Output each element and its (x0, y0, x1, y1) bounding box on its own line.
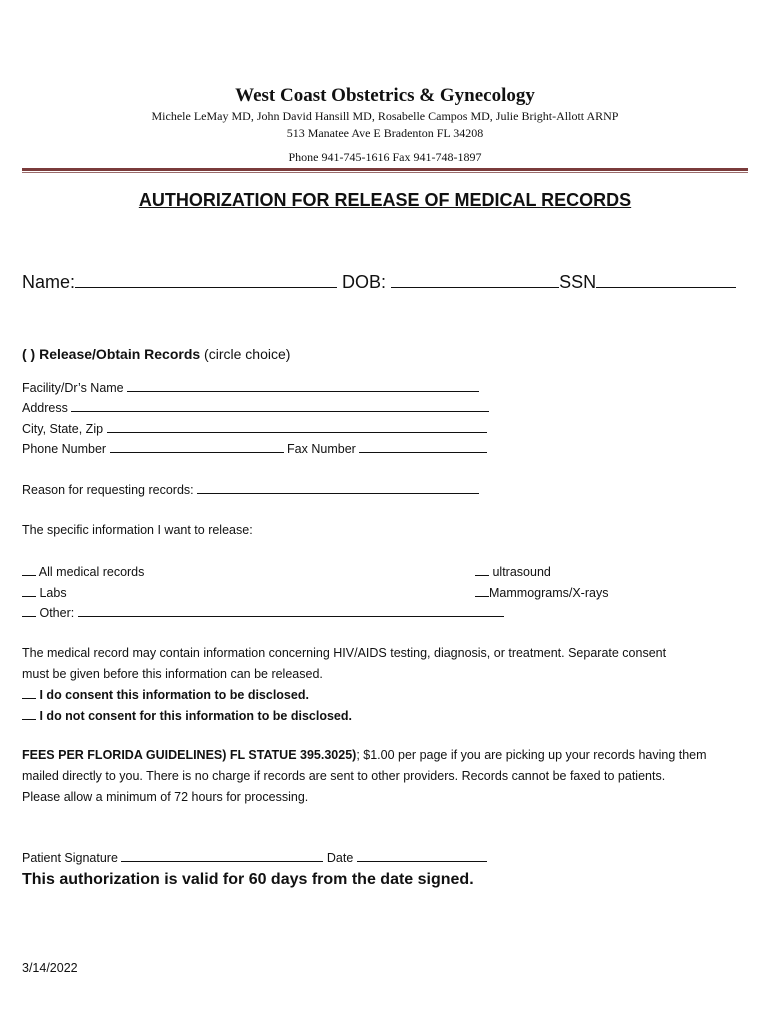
labs-label: Labs (39, 586, 67, 600)
patient-info-row (22, 271, 736, 293)
date-field[interactable] (357, 849, 487, 862)
fees-heading: FEES PER FLORIDA GUIDELINES) FL STATUE 395.3025) (22, 748, 357, 762)
city-state-zip-label: City, State, Zip (22, 422, 104, 436)
option-labs[interactable] (22, 584, 67, 600)
specific-info-label: The specific information I want to release: (22, 523, 253, 537)
do-consent-option[interactable] (22, 685, 752, 706)
do-not-consent-option[interactable] (22, 706, 752, 727)
header-divider-thin (22, 172, 748, 173)
office-phone-fax: Phone 941-745-1616 Fax 941-748-1897 (288, 150, 482, 164)
reason-field[interactable] (197, 481, 479, 494)
facility-name-row (22, 379, 479, 395)
other-label: Other: (39, 606, 75, 620)
fees-paragraph (22, 745, 752, 808)
do-not-consent-checkline[interactable] (22, 707, 36, 720)
date-label: Date (326, 851, 354, 865)
do-consent-checkline[interactable] (22, 686, 36, 699)
physician-list: Michele LeMay MD, John David Hansill MD, Rosabelle Campos MD, Julie Bright-Allott ARNP (151, 109, 619, 123)
address-row (22, 399, 489, 415)
facility-name-field[interactable] (127, 379, 479, 392)
release-choice-note: (circle choice) (200, 346, 291, 362)
phone-number-field[interactable] (110, 440, 284, 453)
city-state-zip-field[interactable] (107, 420, 487, 433)
name-label: Name: (22, 272, 76, 292)
org-name: West Coast Obstetrics & Gynecology (235, 85, 535, 106)
fees-line2: mailed directly to you. There is no charge if records are sent to other providers. Records cannot be faxed to patients. (22, 769, 666, 783)
release-choice-label: ( ) Release/Obtain Records (22, 346, 201, 362)
validity-notice: This authorization is valid for 60 days from the date signed. (22, 871, 474, 888)
phone-fax-row (22, 440, 487, 456)
consent-paragraph (22, 643, 752, 727)
option-other[interactable] (22, 604, 504, 620)
consent-text-line1: The medical record may contain information concerning HIV/AIDS testing, diagnosis, or treatment. Separate consent (22, 646, 667, 660)
fees-line1 (22, 745, 752, 766)
ssn-field[interactable] (596, 271, 736, 288)
other-field[interactable] (78, 604, 504, 617)
option-mammograms[interactable] (475, 584, 608, 600)
address-label: Address (22, 401, 68, 415)
option-ultrasound[interactable] (475, 563, 551, 579)
fax-number-field[interactable] (359, 440, 487, 453)
name-field[interactable] (75, 271, 337, 288)
address-field[interactable] (71, 399, 489, 412)
fees-line3: Please allow a minimum of 72 hours for processing. (22, 790, 309, 804)
ssn-label: SSN (559, 272, 597, 292)
do-consent-label: I do consent this information to be disclosed. (39, 688, 309, 702)
reason-label: Reason for requesting records: (22, 483, 194, 497)
patient-signature-field[interactable] (121, 849, 323, 862)
office-address: 513 Manatee Ave E Bradenton FL 34208 (286, 126, 484, 140)
fees-text1: ; $1.00 per page if you are picking up your records having them (356, 748, 707, 762)
revision-date: 3/14/2022 (22, 961, 78, 975)
mammograms-checkline[interactable] (475, 584, 489, 597)
do-not-consent-label: I do not consent for this information to be disclosed. (39, 709, 352, 723)
dob-field[interactable] (391, 271, 559, 288)
facility-name-label: Facility/Dr’s Name (22, 381, 124, 395)
ultrasound-label: ultrasound (492, 565, 551, 579)
release-choice[interactable] (22, 346, 290, 362)
other-checkline[interactable] (22, 604, 36, 617)
phone-number-label: Phone Number (22, 442, 107, 456)
header-divider (22, 168, 748, 171)
option-all-records[interactable] (22, 563, 144, 579)
all-records-checkline[interactable] (22, 563, 36, 576)
dob-label: DOB: (342, 272, 387, 292)
form-title: AUTHORIZATION FOR RELEASE OF MEDICAL RECORDS (138, 190, 632, 210)
patient-signature-label: Patient Signature (22, 851, 118, 865)
all-records-label: All medical records (38, 565, 145, 579)
mammograms-label: Mammograms/X-rays (489, 586, 609, 600)
labs-checkline[interactable] (22, 584, 36, 597)
fax-number-label: Fax Number (287, 442, 356, 456)
reason-row (22, 481, 479, 497)
city-state-zip-row (22, 420, 487, 436)
consent-text-line2: must be given before this information can be released. (22, 667, 323, 681)
ultrasound-checkline[interactable] (475, 563, 489, 576)
signature-row (22, 849, 487, 865)
